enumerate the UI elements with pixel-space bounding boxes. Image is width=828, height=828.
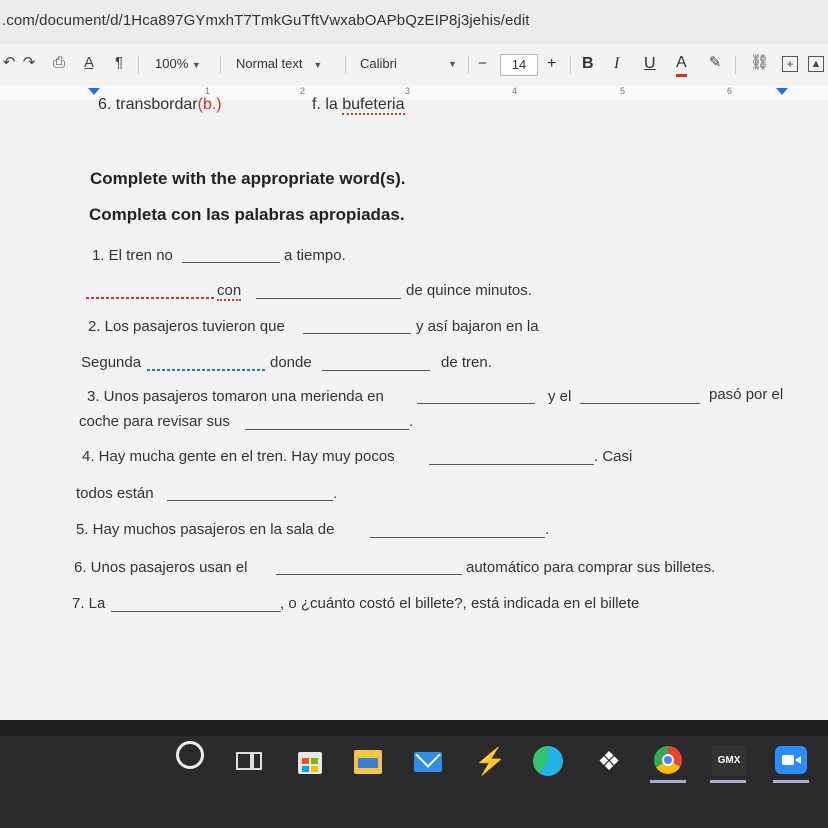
mail-icon[interactable] <box>414 746 444 776</box>
zoom-value: 100% <box>155 56 189 71</box>
font-size-decrease-button[interactable]: − <box>478 55 487 72</box>
chrome-icon[interactable] <box>654 746 682 774</box>
q5-text-a: 5. Hay muchos pasajeros en la sala de <box>76 521 335 538</box>
q2-text-e: de tren. <box>441 354 492 371</box>
q6-text-b: automático para comprar sus billetes. <box>466 559 716 576</box>
chrome-active-indicator <box>650 780 686 783</box>
toolbar-divider <box>735 56 736 74</box>
q5-text-b: . <box>545 521 550 538</box>
prev-item-left-suffix: (b.) <box>197 96 222 113</box>
q1-blank-1[interactable] <box>182 262 280 263</box>
ruler-mark: 2 <box>300 86 306 96</box>
zoom-select[interactable] <box>155 54 201 74</box>
prev-item-left <box>98 96 222 114</box>
q3-text-e: . <box>409 413 414 430</box>
ruler-mark: 3 <box>405 86 411 96</box>
print-icon[interactable]: ⎙ <box>52 54 65 71</box>
address-bar[interactable] <box>0 0 828 44</box>
edge-browser-icon[interactable] <box>533 746 563 776</box>
toolbar-divider <box>345 56 346 74</box>
q2-text-a: 2. Los pasajeros tuvieron que <box>88 318 285 335</box>
style-select[interactable] <box>236 54 322 74</box>
insert-image-icon[interactable]: ▲ <box>808 56 824 72</box>
paint-format-icon[interactable]: ¶ <box>114 54 124 71</box>
store-icon[interactable] <box>296 746 326 776</box>
q4-text-d: . <box>333 485 338 502</box>
italic-button[interactable]: I <box>614 55 620 72</box>
q1-blank-3[interactable] <box>256 298 401 299</box>
q2-text-b: y así bajaron en la <box>416 318 539 335</box>
left-indent-marker[interactable] <box>88 88 100 95</box>
ruler-mark: 5 <box>620 86 626 96</box>
q2-text-d: donde <box>270 354 312 371</box>
lightning-app-icon[interactable]: ⚡ <box>474 746 507 776</box>
gmx-icon[interactable] <box>712 746 746 776</box>
chevron-down-icon: ▼ <box>448 59 457 69</box>
font-size-input[interactable]: 14 <box>500 54 538 76</box>
q3-text-d: coche para revisar sus <box>79 413 230 430</box>
q4-text-c: todos están <box>76 485 154 502</box>
q3-blank-2[interactable] <box>580 403 700 404</box>
document-page[interactable] <box>0 96 828 720</box>
q1-text-b: a tiempo. <box>284 247 346 264</box>
q5-blank-1[interactable] <box>370 537 545 538</box>
heading-english: Complete with the appropriate word(s). <box>90 169 406 188</box>
q1-text-a: 1. El tren no <box>92 247 173 264</box>
q7-blank-1[interactable] <box>111 611 281 612</box>
task-view-icon[interactable] <box>234 746 264 776</box>
q7-text-a: 7. La <box>72 595 106 612</box>
q3-blank-3[interactable] <box>245 429 409 430</box>
font-value: Calibri <box>360 56 397 71</box>
q1-text-d: de quince minutos. <box>406 282 532 299</box>
q4-text-a: 4. Hay mucha gente en el tren. Hay muy pocos <box>82 448 395 465</box>
toolbar-divider <box>570 56 571 74</box>
ruler-mark: 1 <box>205 86 211 96</box>
docs-toolbar <box>0 44 828 87</box>
font-size-increase-button[interactable]: + <box>547 55 557 72</box>
bold-button[interactable]: B <box>582 55 594 72</box>
highlight-pen-icon[interactable]: ✎ <box>708 54 722 71</box>
zoom-active-indicator <box>773 780 809 783</box>
taskbar <box>0 736 828 828</box>
spellcheck-icon[interactable]: A̲ <box>83 54 94 71</box>
prev-item-right-num: f. la <box>312 96 343 113</box>
heading-spanish: Completa con las palabras apropiadas. <box>89 205 405 224</box>
q3-text-b: y el <box>548 388 572 405</box>
dropbox-icon[interactable]: ❖ <box>597 746 621 776</box>
q2-blank-1[interactable] <box>303 333 411 334</box>
text-color-button[interactable]: A <box>676 54 687 77</box>
font-select[interactable] <box>360 54 460 74</box>
gmx-active-indicator <box>710 780 746 783</box>
toolbar-divider <box>138 56 139 74</box>
q3-text-c: pasó por el <box>709 386 784 403</box>
redo-icon[interactable]: ↷ <box>22 54 36 71</box>
zoom-meeting-icon[interactable] <box>775 746 807 774</box>
q3-text-a: 3. Unos pasajeros tomaron una merienda en <box>87 388 384 405</box>
q1-text-c: con <box>217 282 242 299</box>
search-circle-icon[interactable] <box>176 741 204 769</box>
screen-bezel-gap <box>0 720 828 736</box>
ruler-mark: 6 <box>727 86 733 96</box>
toolbar-divider <box>220 56 221 74</box>
gmx-label: GMX <box>717 755 741 766</box>
prev-item-left-text: 6. transbordar <box>98 96 198 113</box>
q2-text-c: Segunda <box>81 354 142 371</box>
q3-blank-1[interactable] <box>417 403 535 404</box>
q4-blank-1[interactable] <box>429 464 594 465</box>
chevron-down-icon: ▼ <box>191 60 201 70</box>
q2-blank-3[interactable] <box>322 370 430 371</box>
undo-icon[interactable]: ↶ <box>2 54 16 71</box>
q4-blank-2[interactable] <box>167 500 333 501</box>
chevron-down-icon: ▼ <box>313 60 323 70</box>
url-text[interactable]: .com/document/d/1Hca897GYmxhT7TmkGuTftVwxabOAPbQzEIP8j3jehis/edit <box>2 12 530 29</box>
link-icon[interactable]: ⛓ <box>750 54 770 71</box>
add-comment-icon[interactable]: + <box>782 56 798 72</box>
underline-button[interactable]: U <box>644 55 656 72</box>
prev-item-right-word: bufeteria <box>342 96 405 113</box>
q4-text-b: . Casi <box>594 448 633 465</box>
q6-text-a: 6. Unos pasajeros usan el <box>74 559 248 576</box>
ruler-mark: 4 <box>512 86 518 96</box>
file-explorer-icon[interactable] <box>354 746 384 776</box>
right-indent-marker[interactable] <box>776 88 788 95</box>
style-value: Normal text <box>236 56 303 71</box>
prev-item-right <box>312 96 405 114</box>
q7-text-b: , o ¿cuánto costó el billete?, está indicada en el billete <box>280 595 640 612</box>
q6-blank-1[interactable] <box>276 574 462 575</box>
q2-blank-2[interactable] <box>147 369 265 371</box>
q1-blank-2[interactable] <box>86 297 214 299</box>
toolbar-divider <box>468 56 469 74</box>
